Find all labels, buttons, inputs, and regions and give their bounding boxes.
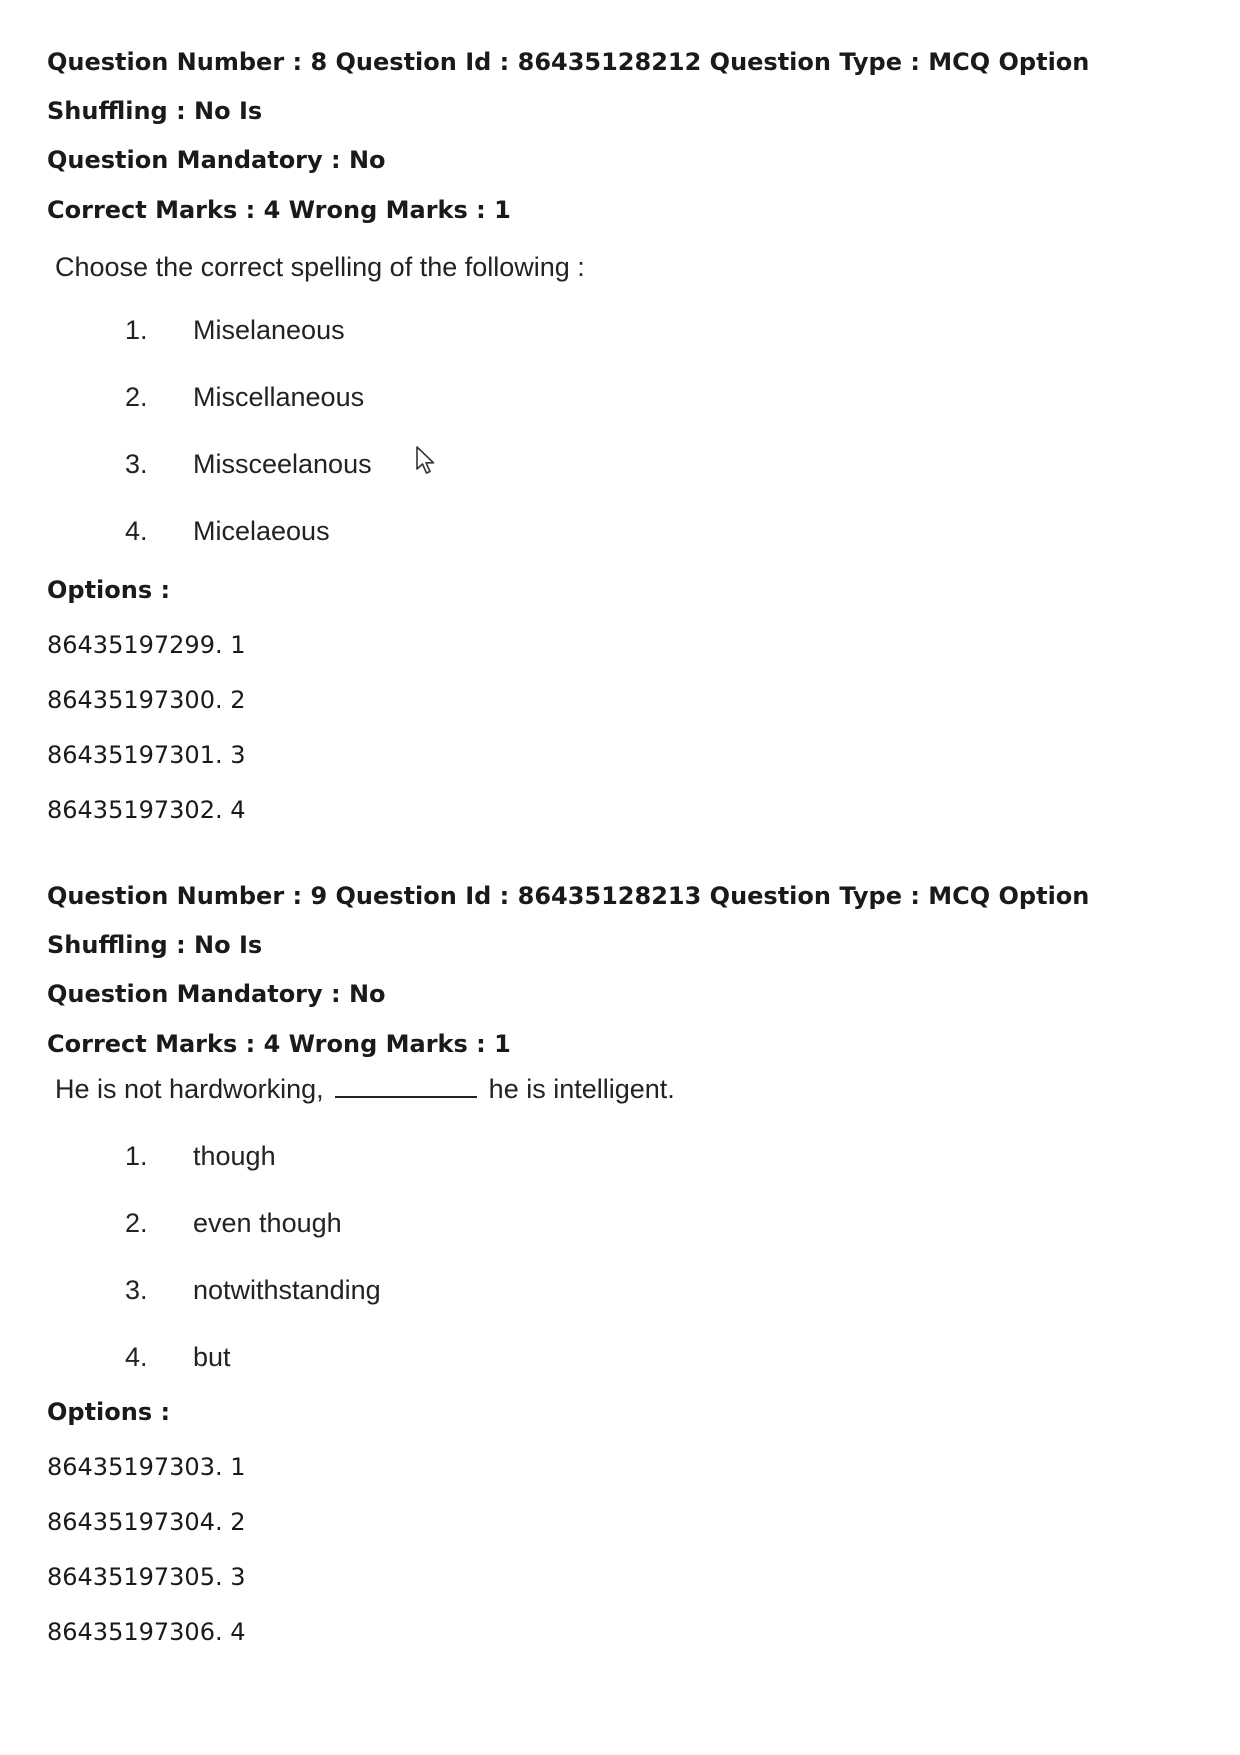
choice-item — [55, 1257, 1207, 1324]
choice-item — [55, 1123, 1207, 1190]
question-image — [55, 1069, 1207, 1391]
option-line: 86435197305. 3 — [47, 1563, 246, 1591]
stem-before-blank: He is not hardworking, — [55, 1074, 324, 1104]
options-heading: Options : — [47, 1398, 171, 1426]
question-marks: Correct Marks : 4 Wrong Marks : 1 — [47, 196, 511, 224]
question-stem — [55, 1069, 1207, 1109]
options-heading: Options : — [47, 576, 171, 604]
question-meta-line-2: Question Mandatory : No — [47, 980, 386, 1008]
choice-list — [55, 297, 1207, 565]
option-line: 86435197302. 4 — [47, 796, 246, 824]
fill-in-blank — [335, 1070, 477, 1098]
question-stem: Choose the correct spelling of the following : — [55, 252, 585, 282]
option-line: 86435197301. 3 — [47, 741, 246, 769]
choice-item — [55, 1324, 1207, 1391]
choice-number: 2. — [125, 382, 148, 412]
choice-text: Micelaeous — [193, 516, 330, 546]
choice-number: 1. — [125, 315, 148, 345]
option-line: 86435197303. 1 — [47, 1453, 246, 1481]
choice-text: notwithstanding — [193, 1275, 381, 1305]
stem-after-blank: he is intelligent. — [488, 1074, 675, 1104]
mouse-pointer-icon — [415, 445, 439, 477]
choice-number: 4. — [125, 516, 148, 546]
question-meta-line-2: Question Mandatory : No — [47, 146, 386, 174]
choice-item — [55, 431, 1207, 498]
choice-item — [55, 498, 1207, 565]
choice-text: even though — [193, 1208, 342, 1238]
choice-item — [55, 364, 1207, 431]
option-line: 86435197306. 4 — [47, 1618, 246, 1646]
option-line: 86435197299. 1 — [47, 631, 246, 659]
option-line: 86435197304. 2 — [47, 1508, 246, 1536]
question-meta-line-1: Question Number : 9 Question Id : 86435128213 Question Type : MCQ Option Shuffling : No Is — [47, 882, 1090, 959]
choice-number: 4. — [125, 1342, 148, 1372]
question-marks: Correct Marks : 4 Wrong Marks : 1 — [47, 1030, 511, 1058]
choice-number: 2. — [125, 1208, 148, 1238]
choice-number: 3. — [125, 449, 148, 479]
choice-list — [55, 1123, 1207, 1391]
choice-text: though — [193, 1141, 276, 1171]
choice-number: 1. — [125, 1141, 148, 1171]
choice-text: but — [193, 1342, 231, 1372]
choice-text: Miselaneous — [193, 315, 345, 345]
option-line: 86435197300. 2 — [47, 686, 246, 714]
question-8 — [47, 38, 1207, 825]
choice-item — [55, 297, 1207, 364]
choice-number: 3. — [125, 1275, 148, 1305]
question-meta-line-1: Question Number : 8 Question Id : 86435128212 Question Type : MCQ Option Shuffling : No Is — [47, 48, 1090, 125]
question-image — [55, 247, 1207, 565]
choice-text: Missceelanous — [193, 449, 372, 479]
question-9 — [47, 872, 1207, 1647]
choice-item — [55, 1190, 1207, 1257]
choice-text: Miscellaneous — [193, 382, 365, 412]
